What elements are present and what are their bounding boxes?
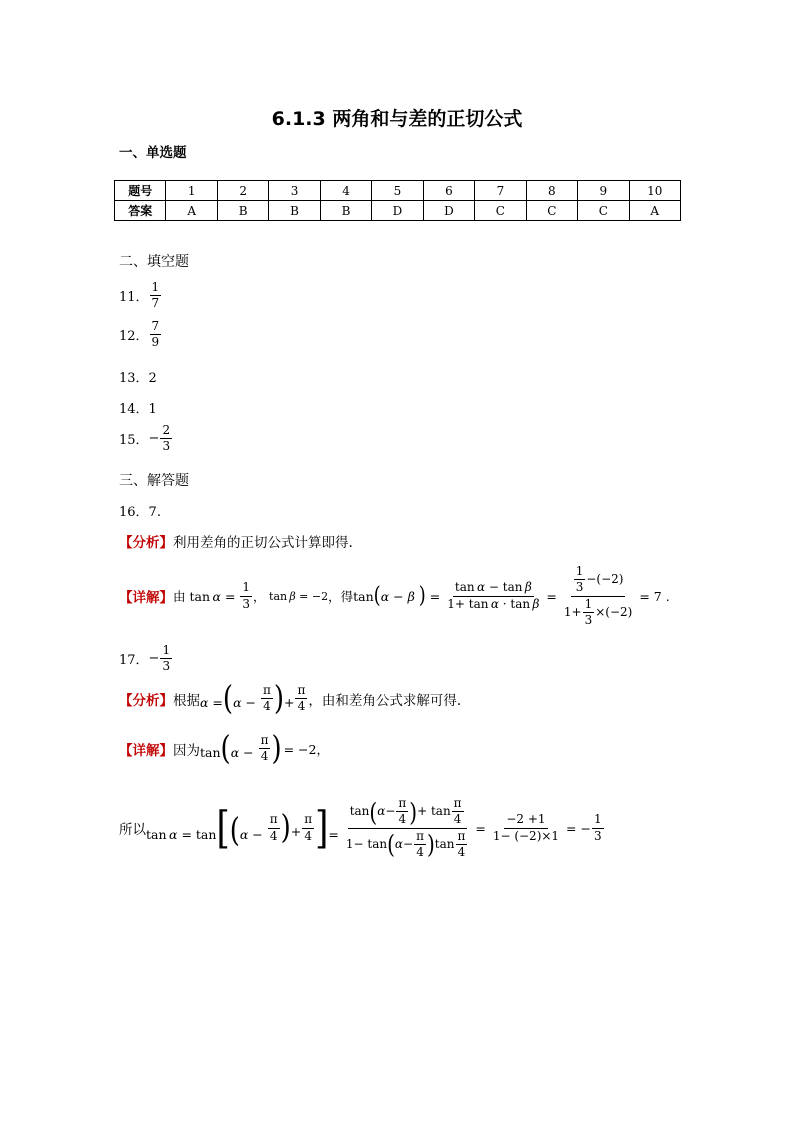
denominator: 3 <box>162 659 171 674</box>
detail-tag: 【详解】 <box>119 742 173 759</box>
minus-sign: − <box>148 431 160 447</box>
fraction: $\frac{\pi}{4}$ <box>297 683 306 714</box>
section-heading-solutions: 三、解答题 <box>119 473 189 489</box>
question-label: 11． <box>119 290 149 306</box>
analysis-tag: 【分析】 <box>119 535 173 551</box>
analysis-suffix: ，由和差角公式求解可得. <box>308 692 462 709</box>
fraction: $\frac{1}{3}$ <box>593 812 602 843</box>
table-cell: 4 <box>320 181 371 201</box>
table-header-question: 题号 <box>115 181 166 201</box>
section-heading-fill-blank: 二、填空题 <box>119 254 189 270</box>
answer-12 <box>119 320 162 349</box>
table-cell: 9 <box>578 181 629 201</box>
fraction: $\frac{\pi}{4}$ <box>260 733 269 764</box>
fraction: $\frac{-2 +1}{1- (-2)\times 1}$ <box>492 812 560 843</box>
q16-detail <box>119 564 670 627</box>
question-label: 12． <box>119 329 149 345</box>
answer-14: 14．1 <box>119 402 157 417</box>
question-label: 17． <box>119 653 149 669</box>
table-cell: 6 <box>423 181 474 201</box>
table-cell: 1 <box>166 181 217 201</box>
numerator: 2 <box>160 424 172 439</box>
table-cell: A <box>166 201 217 221</box>
table-cell: B <box>269 201 320 221</box>
fraction <box>150 320 162 349</box>
analysis-tag: 【分析】 <box>119 692 173 709</box>
table-cell: B <box>320 201 371 221</box>
numerator: 1 <box>160 644 172 659</box>
table-header-answer: 答案 <box>115 201 166 221</box>
formula: tan(α − β ) = <box>353 582 445 609</box>
formula: ， <box>328 589 341 604</box>
fraction: $\frac{1}{3}$ <box>242 580 251 611</box>
formula: tan(α − <box>200 729 258 768</box>
formula: )+ <box>280 809 302 847</box>
detail-prefix: 因为 <box>173 742 200 759</box>
formula: ) <box>271 729 282 768</box>
fraction: $\frac{\pi}{4}$ <box>304 812 313 843</box>
table-cell: B <box>217 201 268 221</box>
fraction: $\frac{1}{3}$ −(−2) 1+ $\frac{1}{3}$ ×(−2) <box>563 564 633 627</box>
q17-analysis <box>119 679 462 718</box>
section-heading-single-choice: 一、单选题 <box>119 145 187 161</box>
table-cell: C <box>578 201 629 221</box>
formula: = − <box>562 820 591 836</box>
detail-mid: 得 <box>340 589 354 604</box>
table-cell: C <box>475 201 526 221</box>
fraction: tan ( α − $\frac{\pi}{4}$ ) + tan $\frac{\pi}{4}$ 1− tan ( α − $\frac{\pi}{4}$ ) tan $\frac{\pi}{4}$ <box>345 796 466 860</box>
formula: tan α = tan[(α − <box>146 802 267 854</box>
answer-table <box>114 180 681 221</box>
formula: = <box>471 820 490 836</box>
table-cell: 7 <box>475 181 526 201</box>
answer-13: 13．2 <box>119 371 157 386</box>
table-cell: D <box>423 201 474 221</box>
question-label: 15． <box>119 433 149 449</box>
formula: = <box>542 588 561 604</box>
table-cell: 2 <box>217 181 268 201</box>
fraction: $\frac{\pi}{4}$ <box>269 812 278 843</box>
answer-17 <box>119 644 173 673</box>
page-title: 6.1.3 两角和与差的正切公式 <box>271 108 523 130</box>
so-prefix: 所以 <box>119 822 146 838</box>
fraction: $\frac{\text{tan α − tan β}}{\text{1+ tan α · tan β}}$ <box>447 580 540 611</box>
answer-11 <box>119 281 162 310</box>
table-cell: 5 <box>372 181 423 201</box>
formula: tan β = −2 <box>265 589 329 603</box>
fraction: $\frac{\pi}{4}$ <box>262 683 271 714</box>
table-cell: C <box>526 201 577 221</box>
denominator: 9 <box>151 335 160 350</box>
formula: ]= <box>315 802 343 854</box>
answer-15 <box>119 424 173 453</box>
fraction <box>150 281 162 310</box>
table-cell: D <box>372 201 423 221</box>
formula: ， <box>253 589 266 604</box>
answer-16: 16．7. <box>119 505 161 520</box>
numerator: 7 <box>150 320 162 335</box>
analysis-text: 利用差角的正切公式计算即得. <box>173 535 353 551</box>
detail-prefix: 由 <box>173 589 186 604</box>
fraction <box>160 424 172 453</box>
table-cell: 10 <box>629 181 680 201</box>
table-cell: 3 <box>269 181 320 201</box>
analysis-prefix: 根据 <box>173 692 200 709</box>
q17-detail-2 <box>119 793 605 863</box>
formula: α =(α − <box>200 679 260 718</box>
table-cell: A <box>629 201 680 221</box>
formula: tan α = <box>185 588 240 604</box>
numerator: 1 <box>150 281 162 296</box>
table-cell: 8 <box>526 181 577 201</box>
table-row-answers <box>115 201 681 221</box>
result: = 7 . <box>639 588 670 604</box>
table-row-question-numbers <box>115 181 681 201</box>
formula: )+ <box>273 679 295 718</box>
q17-detail-1 <box>119 729 329 768</box>
q16-analysis <box>119 531 353 551</box>
denominator: 7 <box>151 296 160 311</box>
minus-sign: − <box>148 651 160 667</box>
detail-suffix: = −2， <box>283 741 329 757</box>
detail-tag: 【详解】 <box>119 590 173 606</box>
denominator: 3 <box>162 439 171 454</box>
fraction <box>160 644 172 673</box>
